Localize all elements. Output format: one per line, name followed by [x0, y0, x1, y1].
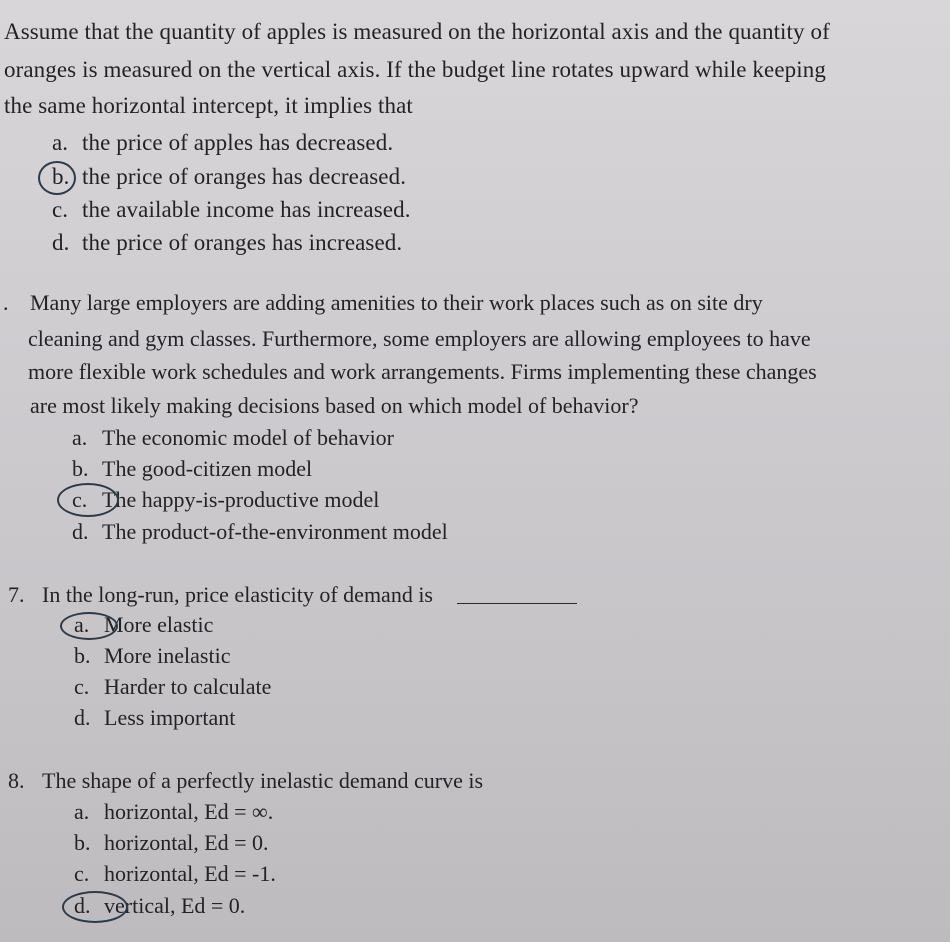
option-letter: c.	[74, 674, 90, 699]
option-text: Harder to calculate	[104, 674, 272, 699]
option-text: The product-of-the-environment model	[102, 519, 448, 544]
question-stem-line: more flexible work schedules and work arrangements. Firms implementing these changes	[28, 359, 817, 384]
option-text: More inelastic	[104, 643, 231, 668]
option-text: The good-citizen model	[102, 456, 313, 481]
option-text: the available income has increased.	[82, 197, 411, 222]
option-letter: b.	[74, 643, 91, 668]
option-text: More elastic	[104, 612, 214, 637]
question-stem: The shape of a perfectly inelastic demand curve is	[42, 768, 484, 793]
option-text: horizontal, Ed = 0.	[104, 830, 269, 855]
question-stem-line: cleaning and gym classes. Furthermore, some employers are allowing employees to have	[28, 326, 811, 351]
option-letter: c.	[74, 861, 90, 886]
option-d	[74, 705, 235, 731]
option-letter: b.	[72, 456, 89, 481]
option-text: horizontal, Ed = ∞.	[104, 799, 274, 824]
option-text: the price of apples has decreased.	[82, 130, 394, 155]
question-stem-line: are most likely making decisions based on which model of behavior?	[30, 393, 639, 418]
option-text: vertical, Ed = 0.	[104, 893, 246, 918]
option-text: the price of oranges has increased.	[82, 230, 403, 255]
option-text: horizontal, Ed = -1.	[104, 861, 276, 886]
option-letter: c.	[52, 197, 69, 222]
question-stem-line: Assume that the quantity of apples is measured on the horizontal axis and the quantity of	[4, 19, 830, 44]
option-c	[52, 197, 411, 223]
option-letter: d.	[74, 893, 91, 918]
option-b	[74, 830, 269, 856]
option-letter: d.	[74, 705, 91, 730]
question-number: .	[3, 290, 9, 315]
answer-circle-mark	[57, 483, 119, 517]
option-a	[52, 130, 393, 156]
question-stem-line: the same horizontal intercept, it implies that	[4, 93, 413, 118]
option-c	[74, 674, 271, 700]
option-c	[74, 861, 276, 887]
option-b	[72, 456, 312, 482]
question-number: 8.	[8, 768, 25, 793]
option-b	[52, 164, 406, 190]
option-text: The happy-is-productive model	[102, 487, 380, 512]
option-text: the price of oranges has decreased.	[82, 164, 407, 189]
option-a	[72, 425, 394, 451]
answer-circle-mark	[60, 612, 118, 640]
option-a	[74, 799, 273, 825]
option-text: The economic model of behavior	[102, 425, 395, 450]
option-letter: d.	[52, 230, 70, 255]
option-b	[74, 643, 230, 669]
option-letter: a.	[74, 612, 90, 637]
option-letter: a.	[74, 799, 90, 824]
option-d	[72, 519, 448, 545]
option-letter: b.	[74, 830, 91, 855]
question-stem-line: oranges is measured on the vertical axis. If the budget line rotates upward while keeping	[4, 57, 826, 82]
option-letter: b.	[52, 164, 70, 189]
option-text: Less important	[104, 705, 236, 730]
option-letter: a.	[72, 425, 88, 450]
option-letter: d.	[72, 519, 89, 544]
option-d	[52, 230, 402, 256]
question-number: 7.	[8, 582, 25, 607]
answer-circle-mark	[38, 161, 76, 195]
answer-blank	[457, 603, 577, 604]
question-stem-line: Many large employers are adding amenities to their work places such as on site dry	[30, 290, 763, 315]
answer-circle-mark	[62, 891, 128, 923]
question-stem: In the long-run, price elasticity of demand is	[42, 582, 433, 607]
option-letter: a.	[52, 130, 69, 155]
option-letter: c.	[72, 487, 88, 512]
